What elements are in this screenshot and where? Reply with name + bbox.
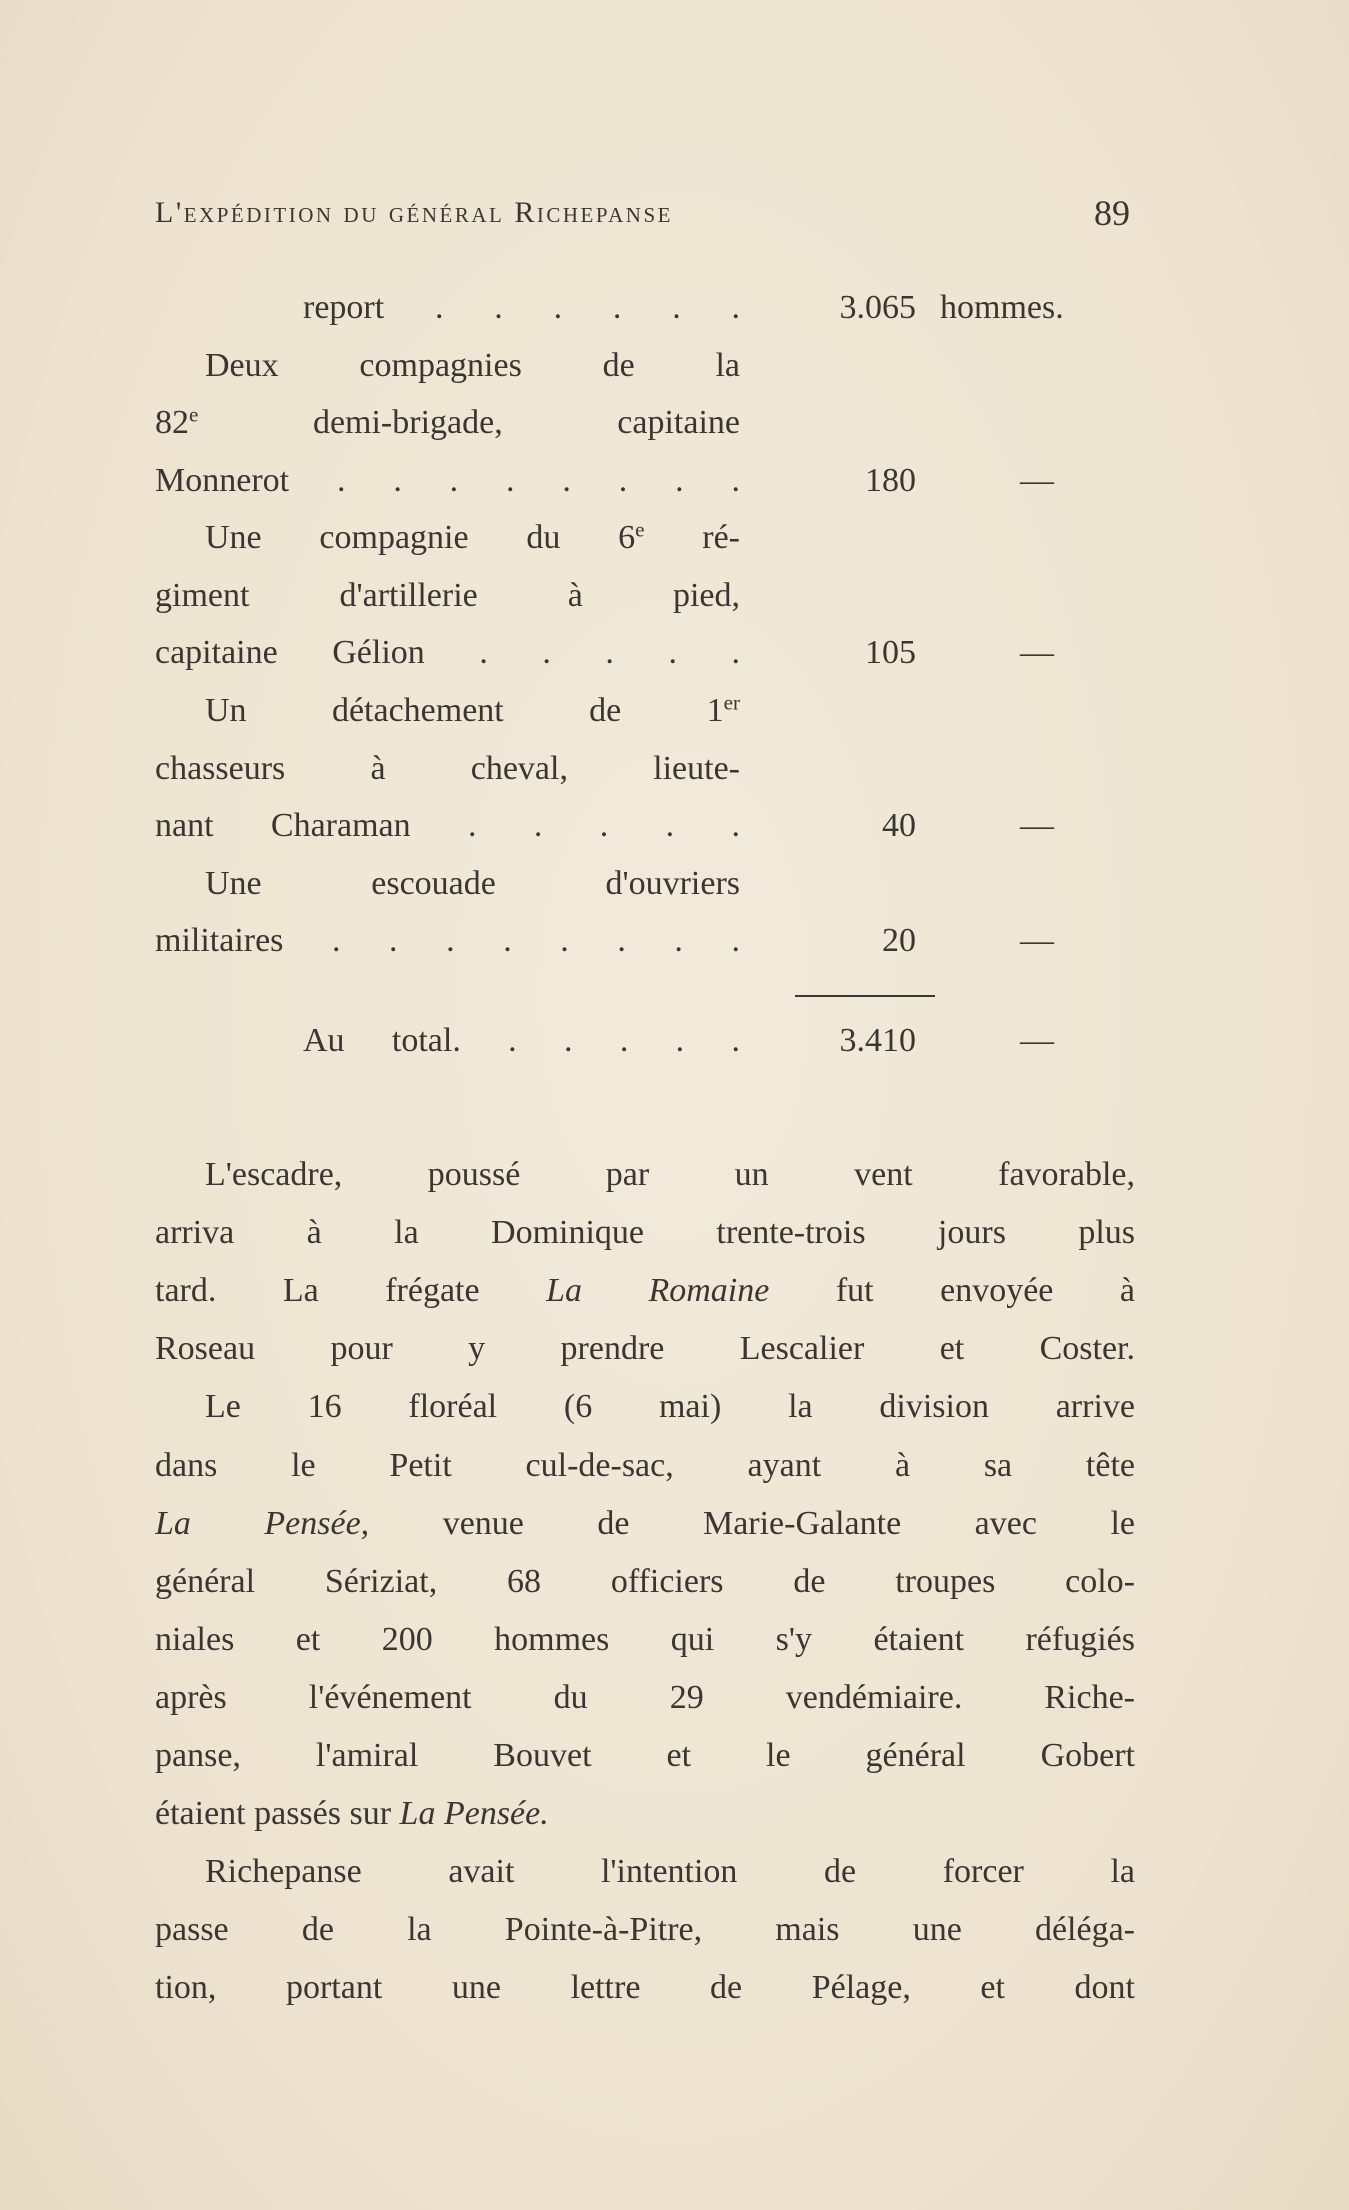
ditto-dash: — bbox=[1020, 922, 1054, 959]
text-line bbox=[205, 1382, 1135, 1432]
text-segment: passe de la Pointe-à-Pitre, mais une déléga- bbox=[155, 1911, 1135, 1949]
text-segment: tard. La frégate bbox=[155, 1272, 547, 1310]
row-label bbox=[155, 628, 740, 678]
text-segment: étaient passés sur bbox=[155, 1795, 400, 1833]
running-title: L'expédition du général Richepanse bbox=[155, 196, 673, 229]
total-label bbox=[303, 1016, 740, 1066]
text-line bbox=[155, 1266, 1135, 1316]
text-line bbox=[155, 1731, 1135, 1781]
running-header bbox=[155, 193, 1130, 236]
row-count: 20 bbox=[882, 922, 916, 959]
row-count: 180 bbox=[865, 462, 916, 499]
ditto-dash: — bbox=[1020, 462, 1054, 499]
text-segment: Monnerot . . . . . . . . bbox=[155, 462, 740, 499]
row-label bbox=[155, 571, 740, 621]
text-line bbox=[155, 1208, 1135, 1258]
text-line bbox=[155, 1673, 1135, 1723]
text-line bbox=[155, 1499, 1135, 1549]
text-segment: 82 bbox=[155, 404, 189, 441]
superscript: er bbox=[723, 690, 740, 715]
row-label bbox=[155, 916, 740, 966]
row-count: 40 bbox=[882, 807, 916, 844]
text-segment: Le 16 floréal (6 mai) la division arrive bbox=[205, 1388, 1135, 1426]
row-label bbox=[155, 398, 740, 448]
text-line bbox=[155, 1441, 1135, 1491]
text-line bbox=[205, 1150, 1135, 1200]
text-segment: venue de Marie-Galante avec le bbox=[369, 1504, 1135, 1542]
ditto-dash: — bbox=[1020, 634, 1054, 671]
text-segment: arriva à la Dominique trente-trois jours plus bbox=[155, 1214, 1135, 1252]
row-label bbox=[205, 859, 740, 909]
row-count: 3.065 bbox=[839, 289, 916, 326]
text-segment: tion, portant une lettre de Pélage, et dont bbox=[155, 1969, 1135, 2007]
text-line bbox=[155, 1963, 1135, 2013]
text-segment: nant Charaman . . . . . bbox=[155, 807, 740, 844]
total-rule bbox=[795, 995, 935, 997]
text-segment: L'escadre, poussé par un vent favorable, bbox=[205, 1156, 1135, 1193]
text-segment: Un détachement de 1 bbox=[205, 692, 724, 729]
text-segment: Une compagnie du 6 bbox=[205, 519, 636, 556]
text-segment: report . . . . . . bbox=[303, 289, 740, 326]
row-count: 105 bbox=[865, 634, 916, 671]
ditto-dash: — bbox=[1020, 1022, 1054, 1059]
text-segment: Une escouade d'ouvriers bbox=[205, 865, 740, 902]
text-segment: Au total. . . . . . bbox=[303, 1022, 740, 1059]
text-line bbox=[155, 1324, 1135, 1374]
text-segment: après l'événement du 29 vendémiaire. Riche- bbox=[155, 1678, 1135, 1716]
unit-label: hommes. bbox=[940, 289, 1064, 326]
text-line bbox=[155, 1615, 1135, 1665]
text-segment: demi-brigade, capitaine bbox=[198, 404, 740, 441]
row-label bbox=[155, 744, 740, 794]
text-line bbox=[155, 1905, 1135, 1955]
text-segment: Deux compagnies de la bbox=[205, 347, 740, 384]
ditto-dash: — bbox=[1020, 807, 1054, 844]
superscript: e bbox=[189, 402, 199, 427]
row-label bbox=[155, 801, 740, 851]
text-line bbox=[205, 1847, 1135, 1897]
text-segment: giment d'artillerie à pied, bbox=[155, 577, 740, 614]
text-segment: capitaine Gélion . . . . . bbox=[155, 634, 740, 671]
italic-title: La Pensée. bbox=[399, 1795, 549, 1833]
row-label bbox=[205, 341, 740, 391]
text-line bbox=[155, 1789, 1135, 1839]
text-segment: ré- bbox=[644, 519, 740, 556]
text-line bbox=[155, 1557, 1135, 1607]
text-segment: niales et 200 hommes qui s'y étaient réfugiés bbox=[155, 1620, 1135, 1658]
row-label bbox=[155, 456, 740, 506]
superscript: e bbox=[635, 517, 645, 542]
total-count: 3.410 bbox=[839, 1022, 916, 1059]
text-segment: dans le Petit cul-de-sac, ayant à sa tête bbox=[155, 1446, 1135, 1484]
row-label bbox=[303, 283, 740, 333]
text-segment: fut envoyée à bbox=[769, 1272, 1135, 1310]
italic-title: La Pensée, bbox=[155, 1504, 370, 1542]
text-segment: Roseau pour y prendre Lescalier et Coster. bbox=[155, 1330, 1135, 1368]
text-segment: Richepanse avait l'intention de forcer la bbox=[205, 1853, 1135, 1891]
text-segment: chasseurs à cheval, lieute- bbox=[155, 750, 740, 787]
text-segment: militaires . . . . . . . . bbox=[155, 922, 740, 959]
row-label bbox=[205, 513, 740, 563]
italic-title: La Romaine bbox=[546, 1272, 770, 1310]
row-label bbox=[205, 686, 740, 736]
text-segment: panse, l'amiral Bouvet et le général Gobert bbox=[155, 1737, 1135, 1774]
page-number: 89 bbox=[1094, 193, 1130, 233]
text-segment: général Sériziat, 68 officiers de troupes colo- bbox=[155, 1562, 1135, 1600]
